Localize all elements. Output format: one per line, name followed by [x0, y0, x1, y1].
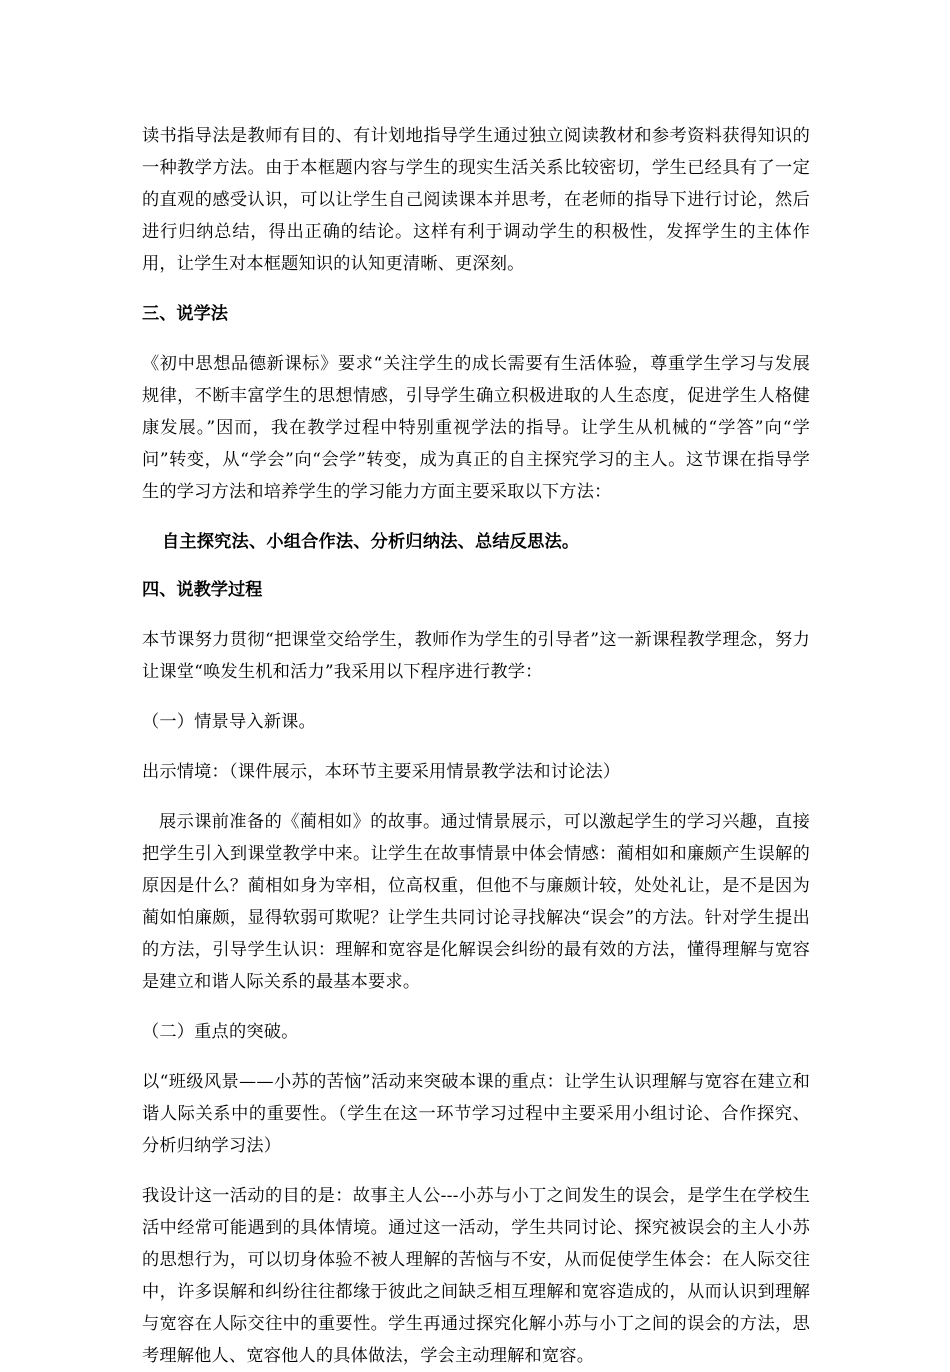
paragraph-activity-purpose: 我设计这一活动的目的是：故事主人公---小苏与小丁之间发生的误会，是学生在学校生活中经常可能遇到的具体情境。通过这一活动，学生共同讨论、探究被误会的主人小苏的思想行为，可以切身体验不被人理解的苦恼与不安，从而促使学生体会：在人际交往中，许多误解和纠纷往往都缘于彼此之间缺乏相互理解和宽容造成的，从而认识到理解与宽容在人际交往中的重要性。学生再通过探究化解小苏与小丁之间的误会的方法，思考理解他人、宽容他人的具体做法，学会主动理解和宽容。: [142, 1186, 810, 1366]
paragraph-story: 展示课前准备的《蔺相如》的故事。通过情景展示，可以激起学生的学习兴趣，直接把学生引入到课堂教学中来。让学生在故事情景中体会情感：蔺相如和廉颇产生误解的原因是什么？蔺相如身为宰相，位高权重，但他不与廉颇计较，处处礼让，是不是因为蔺如怕廉颇，显得软弱可欺呢？让学生共同讨论寻找解决“误会”的方法。针对学生提出的方法，引导学生认识：理解和宽容是化解误会纠纷的最有效的方法，懂得理解与宽容是建立和谐人际关系的最基本要求。: [142, 812, 810, 992]
document-page: [142, 120, 810, 1372]
paragraph-reading-method: 读书指导法是教师有目的、有计划地指导学生通过独立阅读教材和参考资料获得知识的一种教学方法。由于本框题内容与学生的现实生活关系比较密切，学生已经具有了一定的直观的感受认识，可以让学生自己阅读课本并思考，在老师的指导下进行讨论，然后进行归纳总结，得出正确的结论。这样有利于调动学生的积极性，发挥学生的主体作用，让学生对本框题知识的认知更清晰、更深刻。: [142, 126, 810, 274]
section-key-point: （二）重点的突破。: [142, 1022, 299, 1042]
methods-list: 自主探究法、小组合作法、分析归纳法、总结反思法。: [162, 532, 580, 552]
paragraph-curriculum-standard: 《初中思想品德新课标》要求“关注学生的成长需要有生活体验，尊重学生学习与发展规律，不断丰富学生的思想情感，引导学生确立积极进取的人生态度，促进学生人格健康发展。”因而，我在教学过程中特别重视学法的指导。让学生从机械的“学答”向“学问”转变，从“学会”向“会学”转变，成为真正的自主探究学习的主人。这节课在指导学生的学习方法和培养学生的学习能力方面主要采取以下方法：: [142, 354, 810, 502]
paragraph-show-scenario: 出示情境：（课件展示，本环节主要采用情景教学法和讨论法）: [142, 762, 621, 782]
heading-teaching-process: 四、说教学过程: [142, 580, 263, 600]
section-scenario-intro: （一）情景导入新课。: [142, 712, 316, 732]
paragraph-activity: 以“班级风景——小苏的苦恼”活动来突破本课的重点：让学生认识理解与宽容在建立和谐人际关系中的重要性。（学生在这一环节学习过程中主要采用小组讨论、合作探究、分析归纳学习法）: [142, 1072, 810, 1156]
paragraph-process-intro: 本节课努力贯彻“把课堂交给学生，教师作为学生的引导者”这一新课程教学理念，努力让课堂“唤发生机和活力”我采用以下程序进行教学：: [142, 630, 810, 682]
heading-learning-methods: 三、说学法: [142, 304, 228, 324]
